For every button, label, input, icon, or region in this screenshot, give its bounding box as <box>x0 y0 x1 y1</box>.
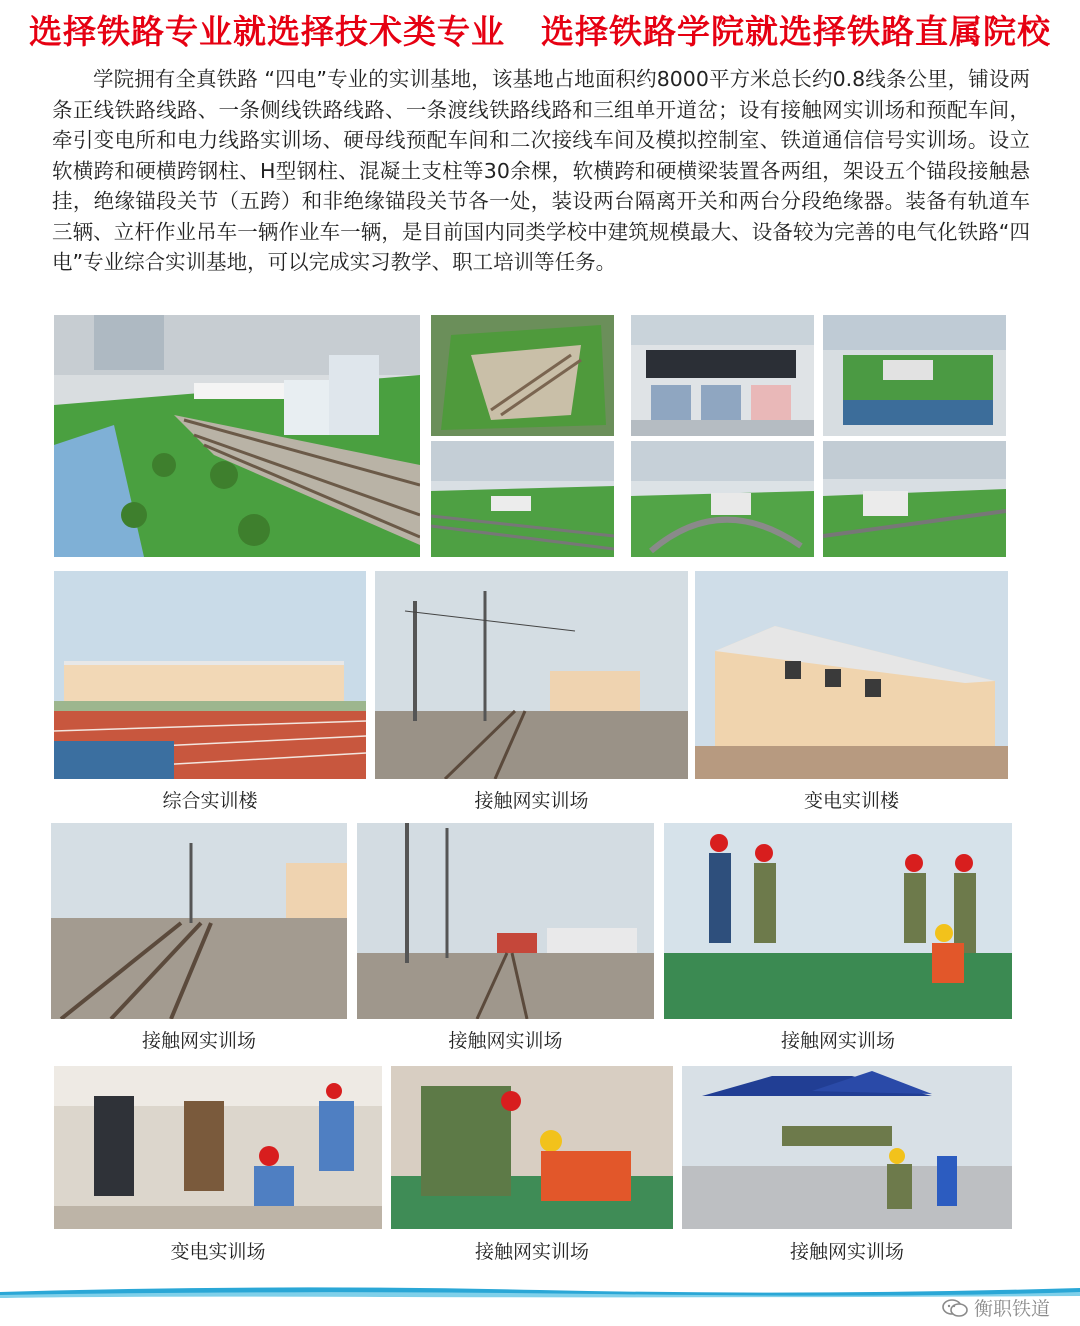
photo-catenary-field-2 <box>51 823 347 1019</box>
photo-catenary-workers-1 <box>664 823 1012 1019</box>
caption-catenary-field-2: 接触网实训场 <box>141 1030 256 1052</box>
caption-catenary-field-3: 接触网实训场 <box>448 1030 563 1052</box>
photo-catenary-tent-event <box>682 1066 1012 1229</box>
footer-wave-band <box>0 1284 1080 1298</box>
photo-catenary-field-3 <box>357 823 654 1019</box>
photo-lab-tracks-1 <box>431 441 614 557</box>
caption-substation-practice: 变电实训场 <box>170 1241 266 1263</box>
photo-lab-tracks-2 <box>631 441 814 557</box>
photo-lab-tracks-3 <box>823 441 1006 557</box>
headline-right: 选择铁路学院就选择铁路直属院校 <box>541 12 1051 51</box>
wechat-icon <box>942 1298 968 1318</box>
headline <box>0 6 1080 53</box>
caption-catenary-field-1: 接触网实训场 <box>474 790 589 812</box>
caption-substation-building: 变电实训楼 <box>803 790 899 812</box>
caption-catenary-tent-event: 接触网实训场 <box>789 1241 904 1263</box>
intro-paragraph: 学院拥有全真铁路 “四电”专业的实训基地，该基地占地面积约8000平方米总长约0.8线条公里，铺设两条正线铁路线路、一条侧线铁路线路、一条渡线铁路线路和三组单开道岔；设有接触网实训场和预配车间，牵引变电所和电力线路实训场、硬母线预配车间和二次接线车间及模拟控制室、铁道通信信号实训场。设立软横跨和硬横跨钢柱、H型钢柱、混凝土支柱等30余棵，软横跨和硬横梁装置各两组，架设五个锚段接触悬挂，绝缘锚段关节（五跨）和非绝缘锚段关节各一处，装设两台隔离开关和两台分段绝缘器。装备有轨道车三辆、立杆作业吊车一辆作业车一辆，是目前国内同类学校中建筑规模最大、设备较为完善的电气化铁路“四电”专业综合实训基地，可以完成实习教学、职工培训等任务。 <box>52 67 1030 274</box>
caption-catenary-workers-2: 接触网实训场 <box>474 1241 589 1263</box>
photo-catenary-field-1 <box>375 571 688 779</box>
headline-left: 选择铁路专业就选择技术类专业 <box>29 12 505 51</box>
caption-catenary-workers-1: 接触网实训场 <box>780 1030 895 1052</box>
photo-railway-model-large <box>54 315 420 557</box>
photo-substation-practice <box>54 1066 382 1229</box>
photo-catenary-workers-2 <box>391 1066 673 1229</box>
photo-lab-model-table <box>823 315 1006 436</box>
photo-training-building <box>54 571 366 779</box>
footer-wechat-account <box>942 1294 1050 1321</box>
footer-account-name: 衡职铁道 <box>973 1298 1050 1320</box>
photo-control-room-screens <box>631 315 814 436</box>
photo-model-overview <box>431 315 614 436</box>
photo-substation-building <box>695 571 1008 779</box>
caption-training-building: 综合实训楼 <box>162 790 258 812</box>
